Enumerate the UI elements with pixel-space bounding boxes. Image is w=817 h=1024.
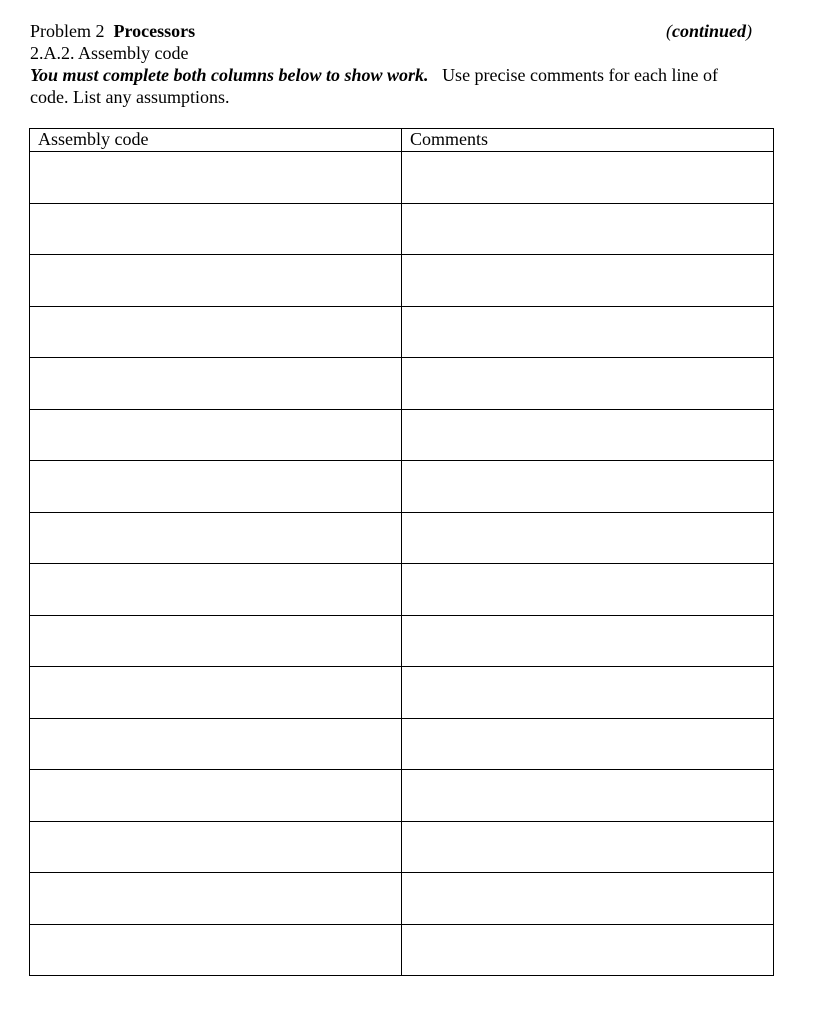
assembly-code-cell[interactable] — [30, 770, 402, 822]
comment-cell[interactable] — [402, 255, 774, 307]
table-row — [30, 718, 774, 770]
table-row — [30, 615, 774, 667]
table-header-row — [30, 129, 774, 152]
table-row — [30, 924, 774, 976]
table-row — [30, 512, 774, 564]
section-label: 2.A.2. Assembly code — [30, 43, 189, 63]
comment-cell[interactable] — [402, 667, 774, 719]
assembly-code-cell[interactable] — [30, 821, 402, 873]
assembly-code-cell[interactable] — [30, 358, 402, 410]
problem-heading — [30, 20, 752, 42]
assembly-code-cell[interactable] — [30, 512, 402, 564]
instructions-emphasis: You must complete both columns below to show work. — [30, 65, 429, 85]
problem-prefix: Problem 2 — [30, 21, 105, 41]
comment-cell[interactable] — [402, 461, 774, 513]
table-row — [30, 203, 774, 255]
comment-cell[interactable] — [402, 306, 774, 358]
assembly-code-cell[interactable] — [30, 564, 402, 616]
table-row — [30, 821, 774, 873]
instructions-line-1 — [30, 64, 718, 86]
table-row — [30, 667, 774, 719]
assembly-code-cell[interactable] — [30, 255, 402, 307]
table-row — [30, 873, 774, 925]
comment-cell[interactable] — [402, 821, 774, 873]
comment-cell[interactable] — [402, 924, 774, 976]
assembly-code-cell[interactable] — [30, 667, 402, 719]
instructions-rest: Use precise comments for each line of — [442, 65, 718, 85]
table-row — [30, 564, 774, 616]
comment-cell[interactable] — [402, 770, 774, 822]
assembly-code-cell[interactable] — [30, 615, 402, 667]
table-row — [30, 770, 774, 822]
continued-label: continued — [671, 21, 746, 41]
assembly-code-cell[interactable] — [30, 306, 402, 358]
answer-rows — [30, 152, 774, 976]
assembly-code-cell[interactable] — [30, 152, 402, 204]
answer-table — [29, 128, 774, 976]
instructions-line-2: code. List any assumptions. — [30, 87, 230, 107]
comment-cell[interactable] — [402, 409, 774, 461]
assembly-code-cell[interactable] — [30, 873, 402, 925]
table-row — [30, 358, 774, 410]
table-row — [30, 255, 774, 307]
table-row — [30, 461, 774, 513]
assembly-code-cell[interactable] — [30, 924, 402, 976]
comment-cell[interactable] — [402, 718, 774, 770]
comment-cell[interactable] — [402, 615, 774, 667]
comment-cell[interactable] — [402, 152, 774, 204]
problem-title: Processors — [113, 21, 196, 41]
table-row — [30, 306, 774, 358]
assembly-code-cell[interactable] — [30, 409, 402, 461]
column-header-comments: Comments — [402, 129, 774, 152]
comment-cell[interactable] — [402, 873, 774, 925]
comment-cell[interactable] — [402, 203, 774, 255]
continued-note: (continued) — [665, 21, 752, 41]
comment-cell[interactable] — [402, 358, 774, 410]
assembly-code-cell[interactable] — [30, 461, 402, 513]
column-header-assembly-code: Assembly code — [30, 129, 402, 152]
comment-cell[interactable] — [402, 512, 774, 564]
assembly-code-cell[interactable] — [30, 203, 402, 255]
table-row — [30, 152, 774, 204]
table-row — [30, 409, 774, 461]
assembly-code-cell[interactable] — [30, 718, 402, 770]
comment-cell[interactable] — [402, 564, 774, 616]
